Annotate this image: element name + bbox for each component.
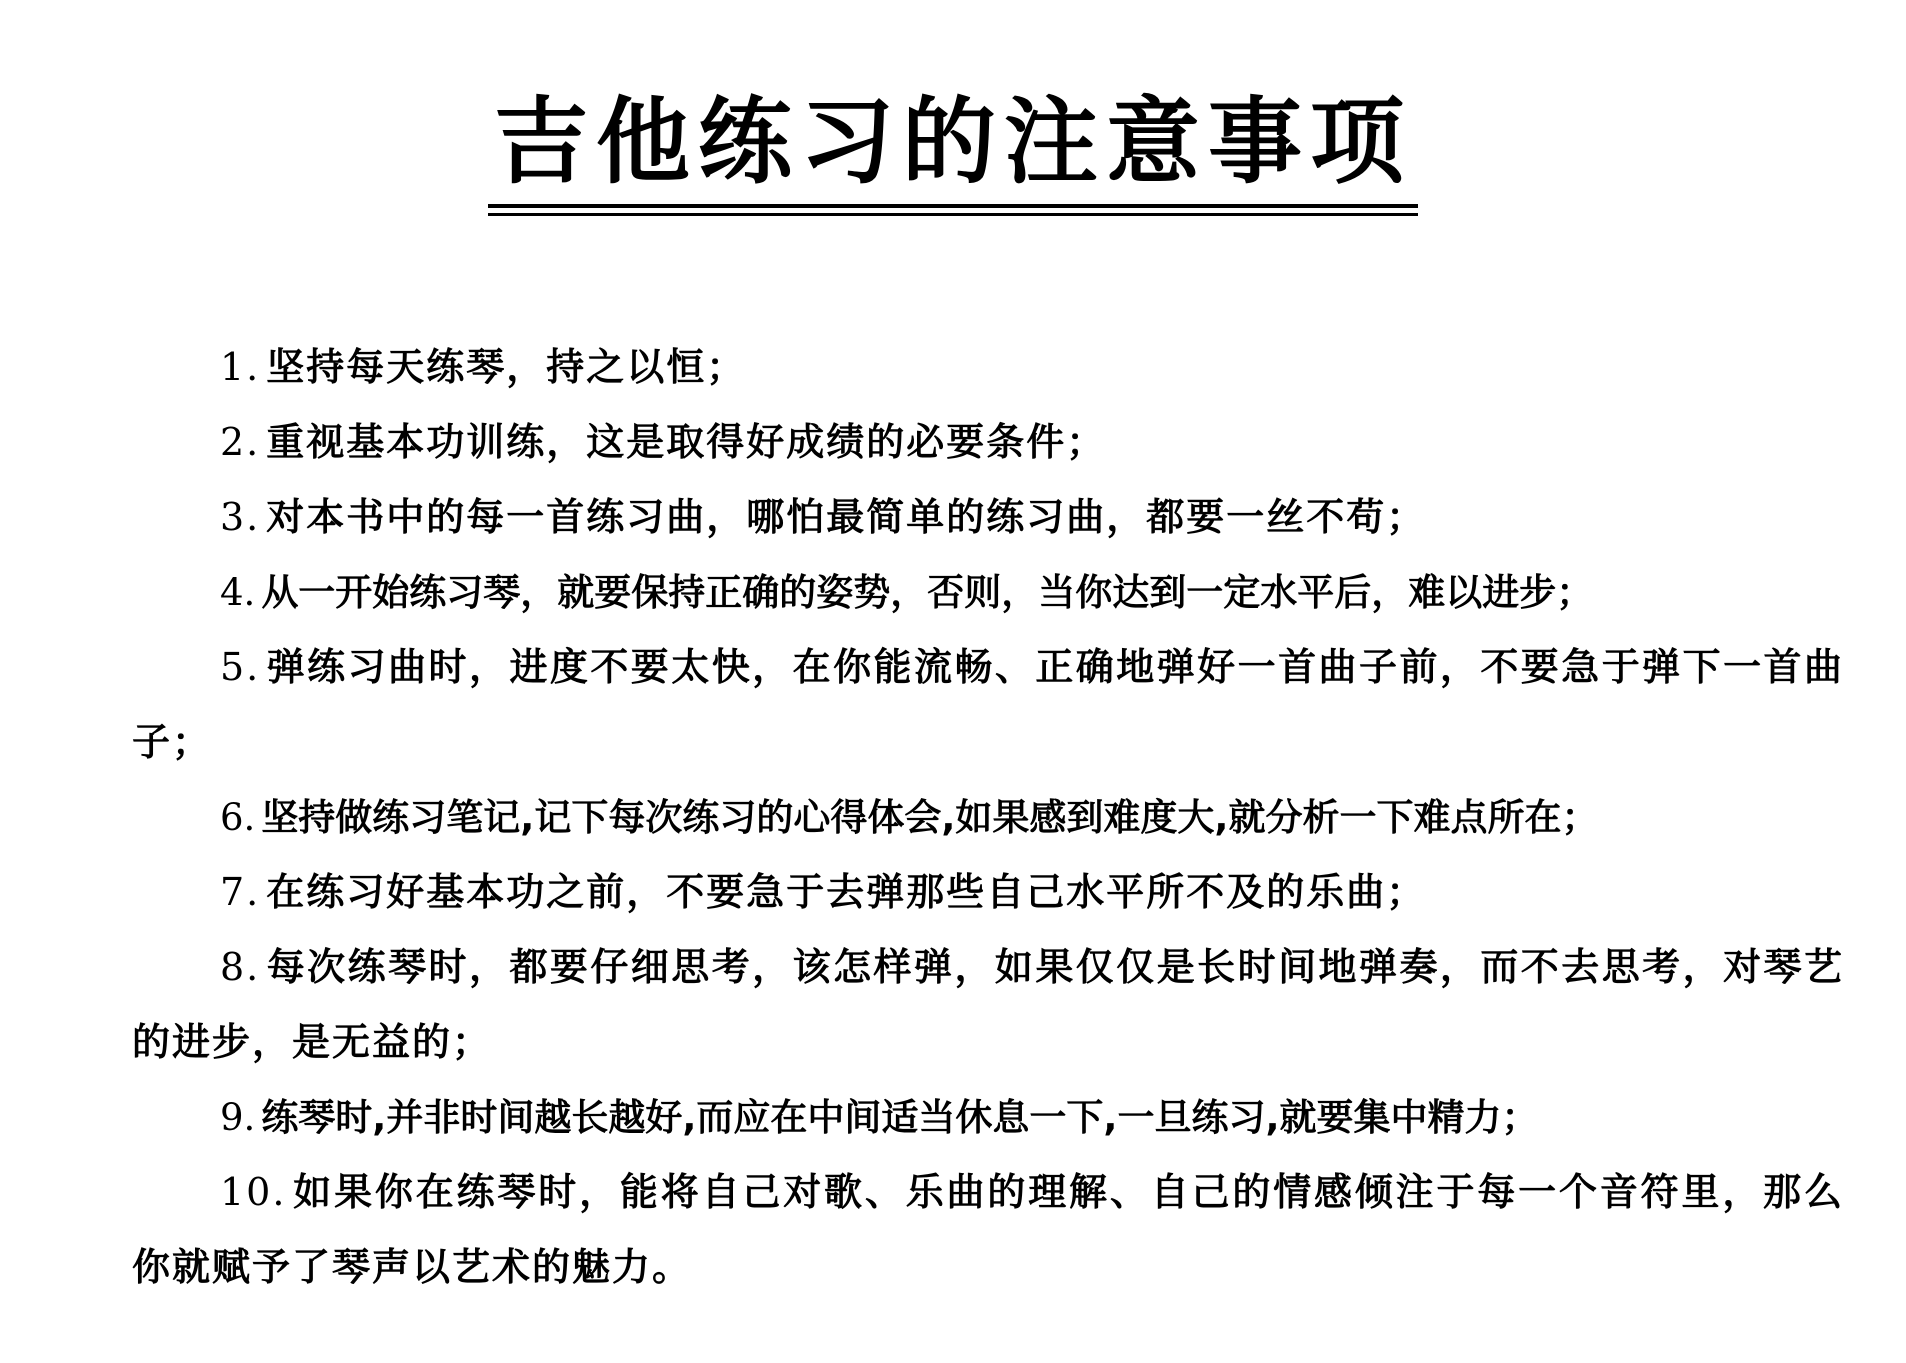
list-item — [132, 630, 1844, 780]
item-number: 7. — [220, 870, 261, 914]
tips-list — [132, 330, 1844, 1305]
item-text: 重视基本功训练，这是取得好成绩的必要条件； — [266, 420, 1107, 464]
list-item — [132, 405, 1844, 480]
item-text: 从一开始练习琴，就要保持正确的姿势，否则，当你达到一定水平后，难以进步； — [261, 571, 1594, 614]
list-item — [132, 930, 1844, 1080]
list-item — [132, 1080, 1844, 1155]
item-number: 4. — [220, 571, 256, 614]
page-title: 吉他练习的注意事项 — [488, 88, 1418, 208]
list-item — [132, 480, 1844, 555]
item-number: 2. — [220, 420, 261, 464]
item-text: 坚持每天练琴，持之以恒； — [266, 345, 747, 389]
item-text: 在练习好基本功之前，不要急于去弹那些自己水平所不及的乐曲； — [266, 870, 1427, 914]
list-item — [132, 1155, 1844, 1305]
item-number: 3. — [220, 495, 261, 539]
item-text: 练琴时,并非时间越长越好,而应在中间适当休息一下,一旦练习,就要集中精力； — [261, 1096, 1539, 1139]
item-number: 9. — [220, 1096, 256, 1139]
list-item — [132, 555, 1844, 630]
item-number: 6. — [220, 796, 256, 839]
item-text: 弹练习曲时，进度不要太快，在你能流畅、正确地弹好一首曲子前，不要急于弹下一首曲子； — [132, 645, 1844, 764]
title-block — [0, 88, 1906, 208]
item-text: 坚持做练习笔记,记下每次练习的心得体会,如果感到难度大,就分析一下难点所在； — [261, 796, 1599, 839]
item-text: 如果你在练琴时，能将自己对歌、乐曲的理解、自己的情感倾注于每一个音符里，那么你就赋予了琴声以艺术的魅力。 — [132, 1170, 1844, 1289]
item-number: 10. — [220, 1170, 287, 1214]
item-number: 1. — [220, 345, 261, 389]
list-item — [132, 855, 1844, 930]
list-item — [132, 330, 1844, 405]
item-text: 对本书中的每一首练习曲，哪怕最简单的练习曲，都要一丝不苟； — [266, 495, 1427, 539]
item-number: 5. — [220, 645, 261, 689]
list-item — [132, 780, 1844, 855]
item-text: 每次练琴时，都要仔细思考，该怎样弹，如果仅仅是长时间地弹奏，而不去思考，对琴艺的进步，是无益的； — [132, 945, 1844, 1064]
item-number: 8. — [220, 945, 261, 989]
